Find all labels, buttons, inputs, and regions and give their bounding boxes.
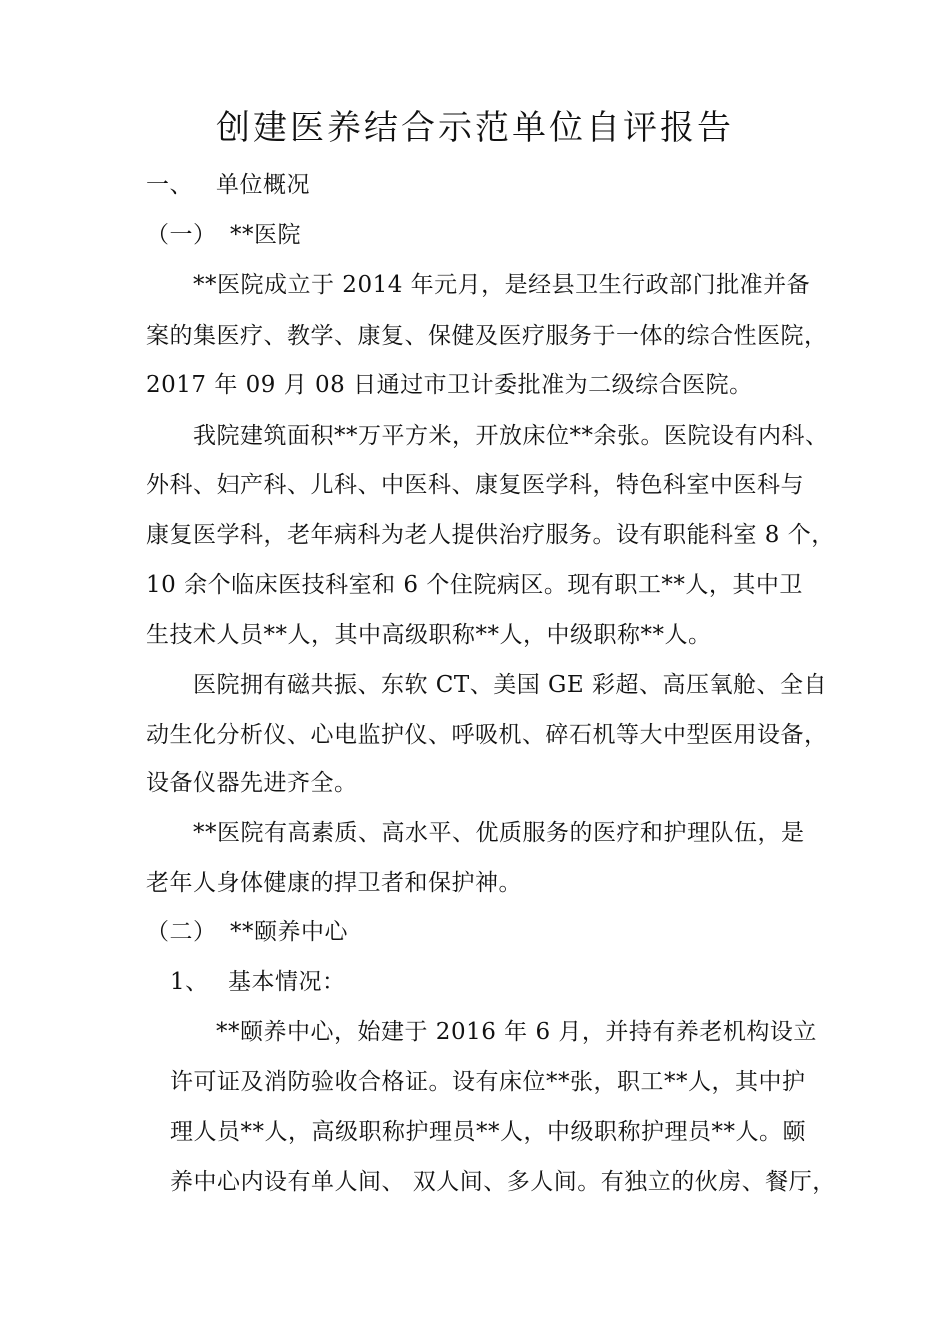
paragraph-line: 康复医学科，老年病科为老人提供治疗服务。设有职能科室 8 个， [146, 522, 835, 548]
paragraph-line: **医院有高素质、高水平、优质服务的医疗和护理队伍，是 [193, 820, 805, 846]
paragraph-line: 外科、妇产科、儿科、中医科、康复医学科，特色科室中医科与 [146, 472, 804, 498]
paragraph-line: 2017 年 09 月 08 日通过市卫计委批准为二级综合医院。 [146, 372, 753, 398]
paragraph-line: 医院拥有磁共振、东软 CT、美国 GE 彩超、高压氧舱、全自 [193, 672, 828, 698]
document-title: 创建医养结合示范单位自评报告 [216, 108, 734, 148]
paragraph-line: **医院成立于 2014 年元月，是经县卫生行政部门批准并备 [193, 272, 811, 298]
paragraph-line: 理人员**人，高级职称护理员**人，中级职称护理员**人。颐 [170, 1119, 806, 1145]
paragraph-line: **颐养中心，始建于 2016 年 6 月，并持有养老机构设立 [216, 1019, 817, 1045]
subsection-heading: **医院 [230, 222, 301, 248]
paragraph-line: 案的集医疗、教学、康复、保健及医疗服务于一体的综合性医院， [146, 323, 828, 349]
paragraph-line: 我院建筑面积**万平方米，开放床位**余张。医院设有内科、 [193, 423, 829, 449]
paragraph-line: 10 余个临床医技科室和 6 个住院病区。现有职工**人，其中卫 [146, 572, 803, 598]
paragraph-line: 动生化分析仪、心电监护仪、呼吸机、碎石机等大中型医用设备， [146, 722, 828, 748]
section-heading: 单位概况 [216, 172, 310, 198]
subsection-number: （一） [146, 222, 217, 248]
paragraph-line: 养中心内设有单人间、 双人间、多人间。有独立的伙房、餐厅， [170, 1169, 836, 1195]
paragraph-line: 老年人身体健康的捍卫者和保护神。 [146, 870, 522, 896]
section-number: 一、 [146, 172, 193, 198]
paragraph-line: 生技术人员**人，其中高级职称**人，中级职称**人。 [146, 622, 712, 648]
item-number: 1、 [170, 969, 209, 995]
item-heading: 基本情况： [228, 969, 346, 995]
paragraph-line: 设备仪器先进齐全。 [146, 770, 358, 796]
paragraph-line: 许可证及消防验收合格证。设有床位**张，职工**人，其中护 [170, 1069, 806, 1095]
subsection-number: （二） [146, 919, 217, 945]
subsection-heading: **颐养中心 [230, 919, 348, 945]
